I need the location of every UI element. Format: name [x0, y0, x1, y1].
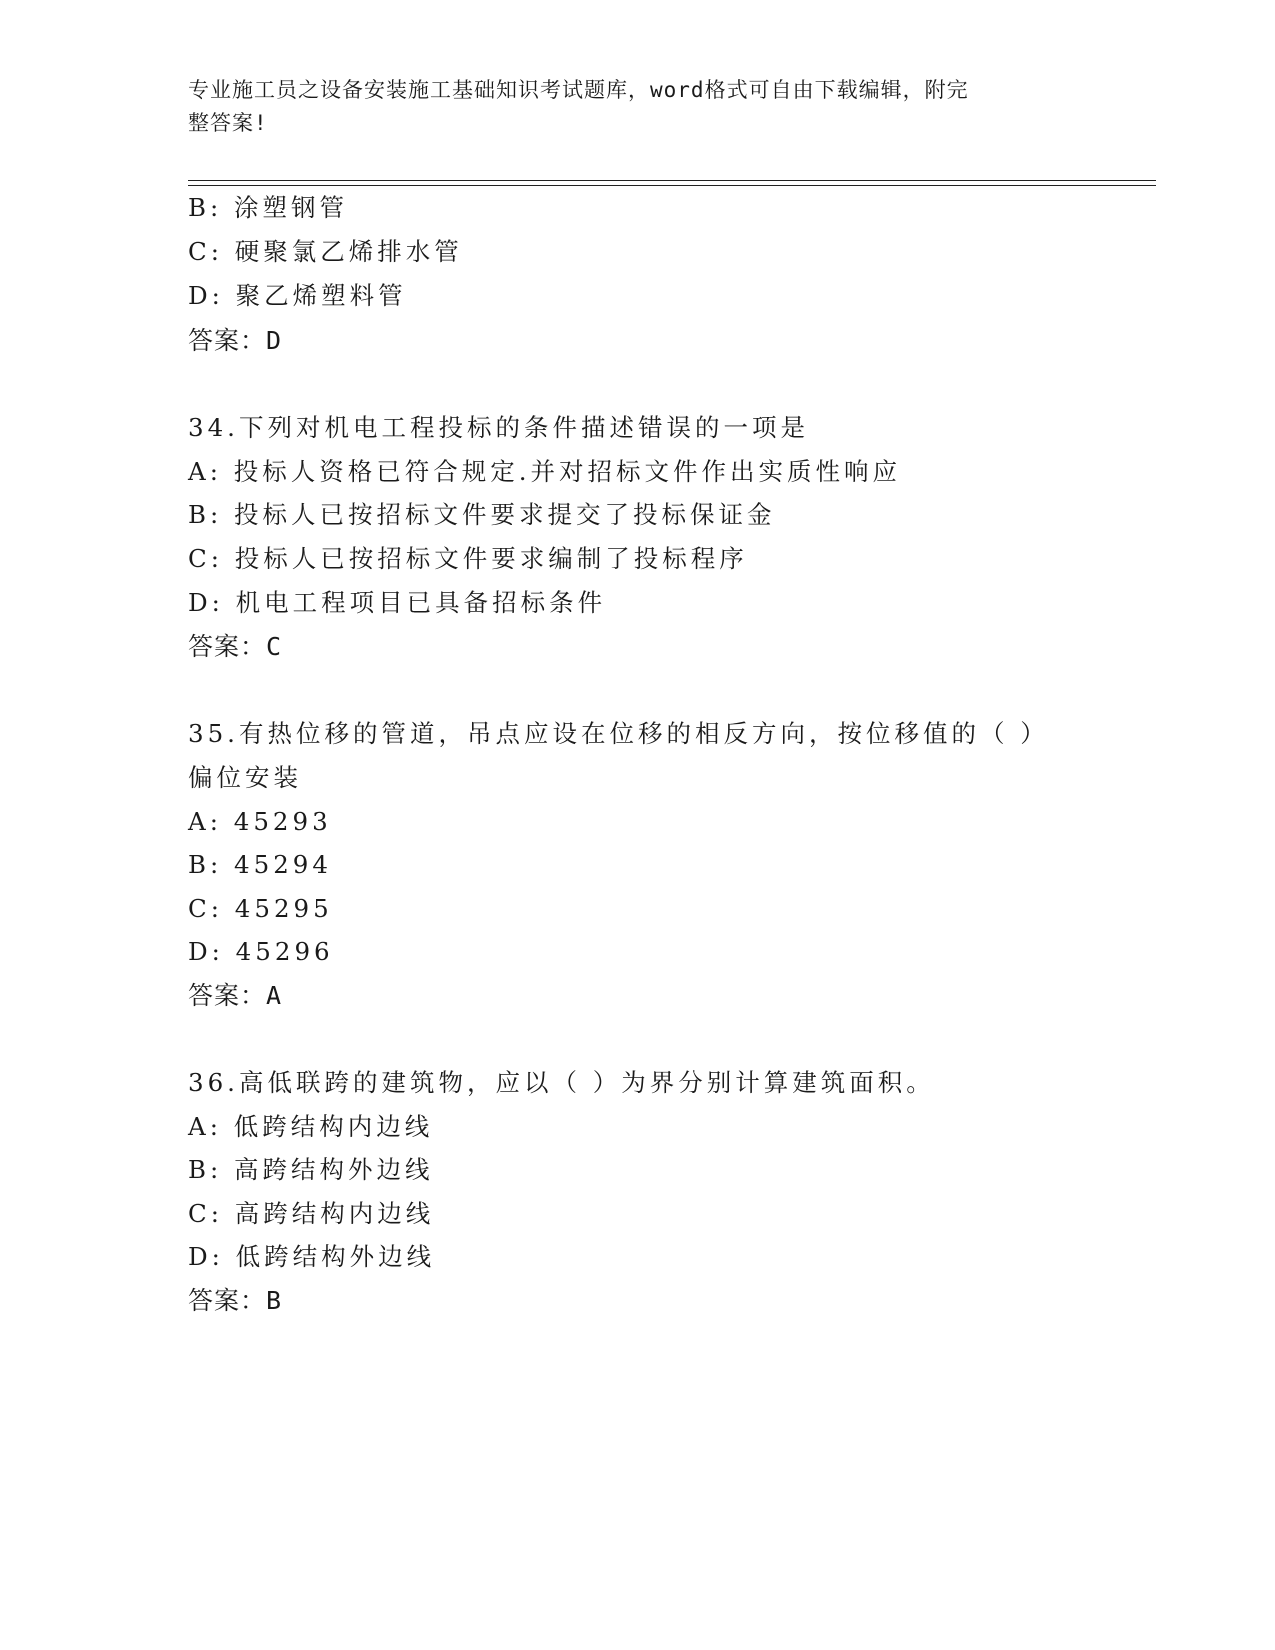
option-a: A: 低跨结构内边线	[188, 1112, 434, 1141]
answer-line: 答案：D	[188, 326, 283, 355]
option-d: D: 机电工程项目已具备招标条件	[188, 588, 607, 617]
header-line-1: 专业施工员之设备安装施工基础知识考试题库，word格式可自由下载编辑，附完	[188, 78, 969, 102]
option-a: A: 45293	[188, 807, 332, 836]
option-b: B: 45294	[188, 850, 332, 879]
option-c: C: 45295	[188, 894, 333, 923]
question-35-line-1: 35.有热位移的管道，吊点应设在位移的相反方向，按位移值的（ ）	[188, 719, 1049, 748]
question-34: 34.下列对机电工程投标的条件描述错误的一项是	[188, 413, 809, 442]
page-header	[188, 74, 1068, 140]
option-c: C: 硬聚氯乙烯排水管	[188, 237, 463, 266]
option-d: D: 聚乙烯塑料管	[188, 281, 407, 310]
answer-line: 答案：C	[188, 632, 283, 661]
option-b: B: 高跨结构外边线	[188, 1155, 434, 1184]
option-b: B: 涂塑钢管	[188, 193, 349, 222]
answer-line: 答案：B	[188, 1286, 283, 1315]
option-d: D: 45296	[188, 937, 334, 966]
option-c: C: 高跨结构内边线	[188, 1199, 435, 1228]
answer-line: 答案：A	[188, 981, 283, 1010]
option-d: D: 低跨结构外边线	[188, 1242, 436, 1271]
question-35-line-2: 偏位安装	[188, 763, 302, 792]
option-c: C: 投标人已按招标文件要求编制了投标程序	[188, 544, 748, 573]
option-b: B: 投标人已按招标文件要求提交了投标保证金	[188, 500, 776, 529]
header-divider-top	[188, 180, 1156, 181]
header-divider-bottom	[188, 185, 1156, 186]
option-a: A: 投标人资格已符合规定.并对招标文件作出实质性响应	[188, 457, 902, 486]
question-36: 36.高低联跨的建筑物，应以（ ）为界分别计算建筑面积。	[188, 1068, 935, 1097]
header-line-2: 整答案!	[188, 111, 268, 135]
